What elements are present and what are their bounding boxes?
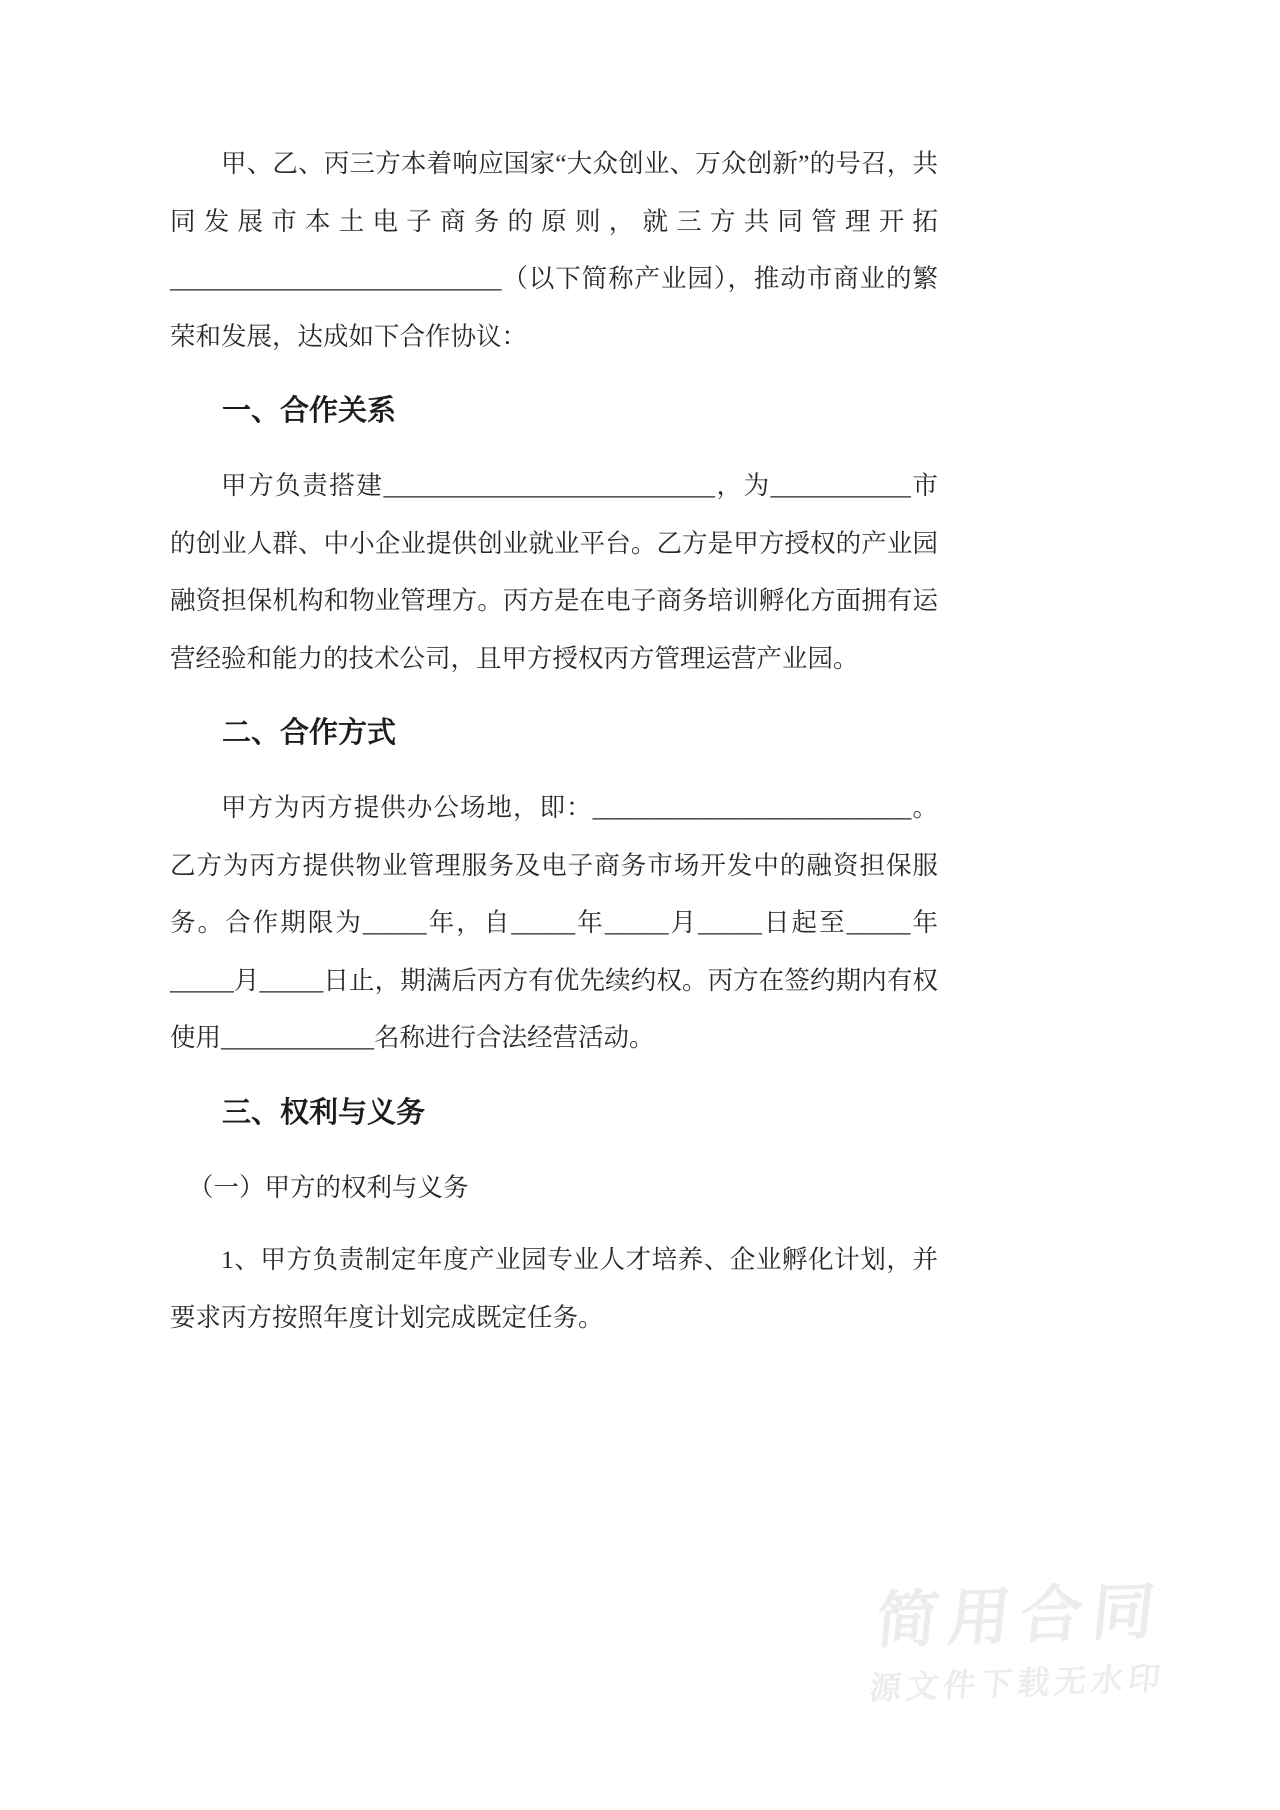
paragraph: 1、甲方负责制定年度产业园专业人才培养、企业孵化计划，并要求丙方按照年度计划完成既定任务。	[170, 1245, 938, 1332]
watermark	[868, 1578, 1176, 1707]
paragraph: 甲方负责搭建__________________________，为___________市的创业人群、中小企业提供创业就业平台。乙方是甲方授权的产业园融资担保机构和物业管理方。丙方是在电子商务培训孵化方面拥有运营经验和能力的技术公司，且甲方授权丙方管理运营产业园。	[170, 471, 938, 673]
section-heading: 三、权利与义务	[222, 1096, 426, 1129]
paragraph: 甲、乙、丙三方本着响应国家“大众创业、万众创新”的号召，共同发展市本土电子商务的原则，就三方共同管理开拓__________________________（以下简称产业园），推动市商业的繁荣和发展，达成如下合作协议：	[170, 149, 938, 351]
paragraph: 甲方为丙方提供办公场地，即：_________________________。乙方为丙方提供物业管理服务及电子商务市场开发中的融资担保服务。合作期限为_____年，自_____年_____月_____日起至_____年_____月_____日止，期满后丙方有优先续约权。丙方在签约期内有权使用____________名称进行合法经营活动。	[170, 793, 938, 1052]
watermark-tagline: 源文件下载无水印	[867, 1660, 1168, 1707]
sub-heading: （一）甲方的权利与义务	[188, 1172, 469, 1202]
section-heading: 二、合作方式	[222, 717, 397, 749]
watermark-brand: 简用合同	[872, 1576, 1168, 1657]
section-heading: 一、合作关系	[222, 395, 397, 427]
